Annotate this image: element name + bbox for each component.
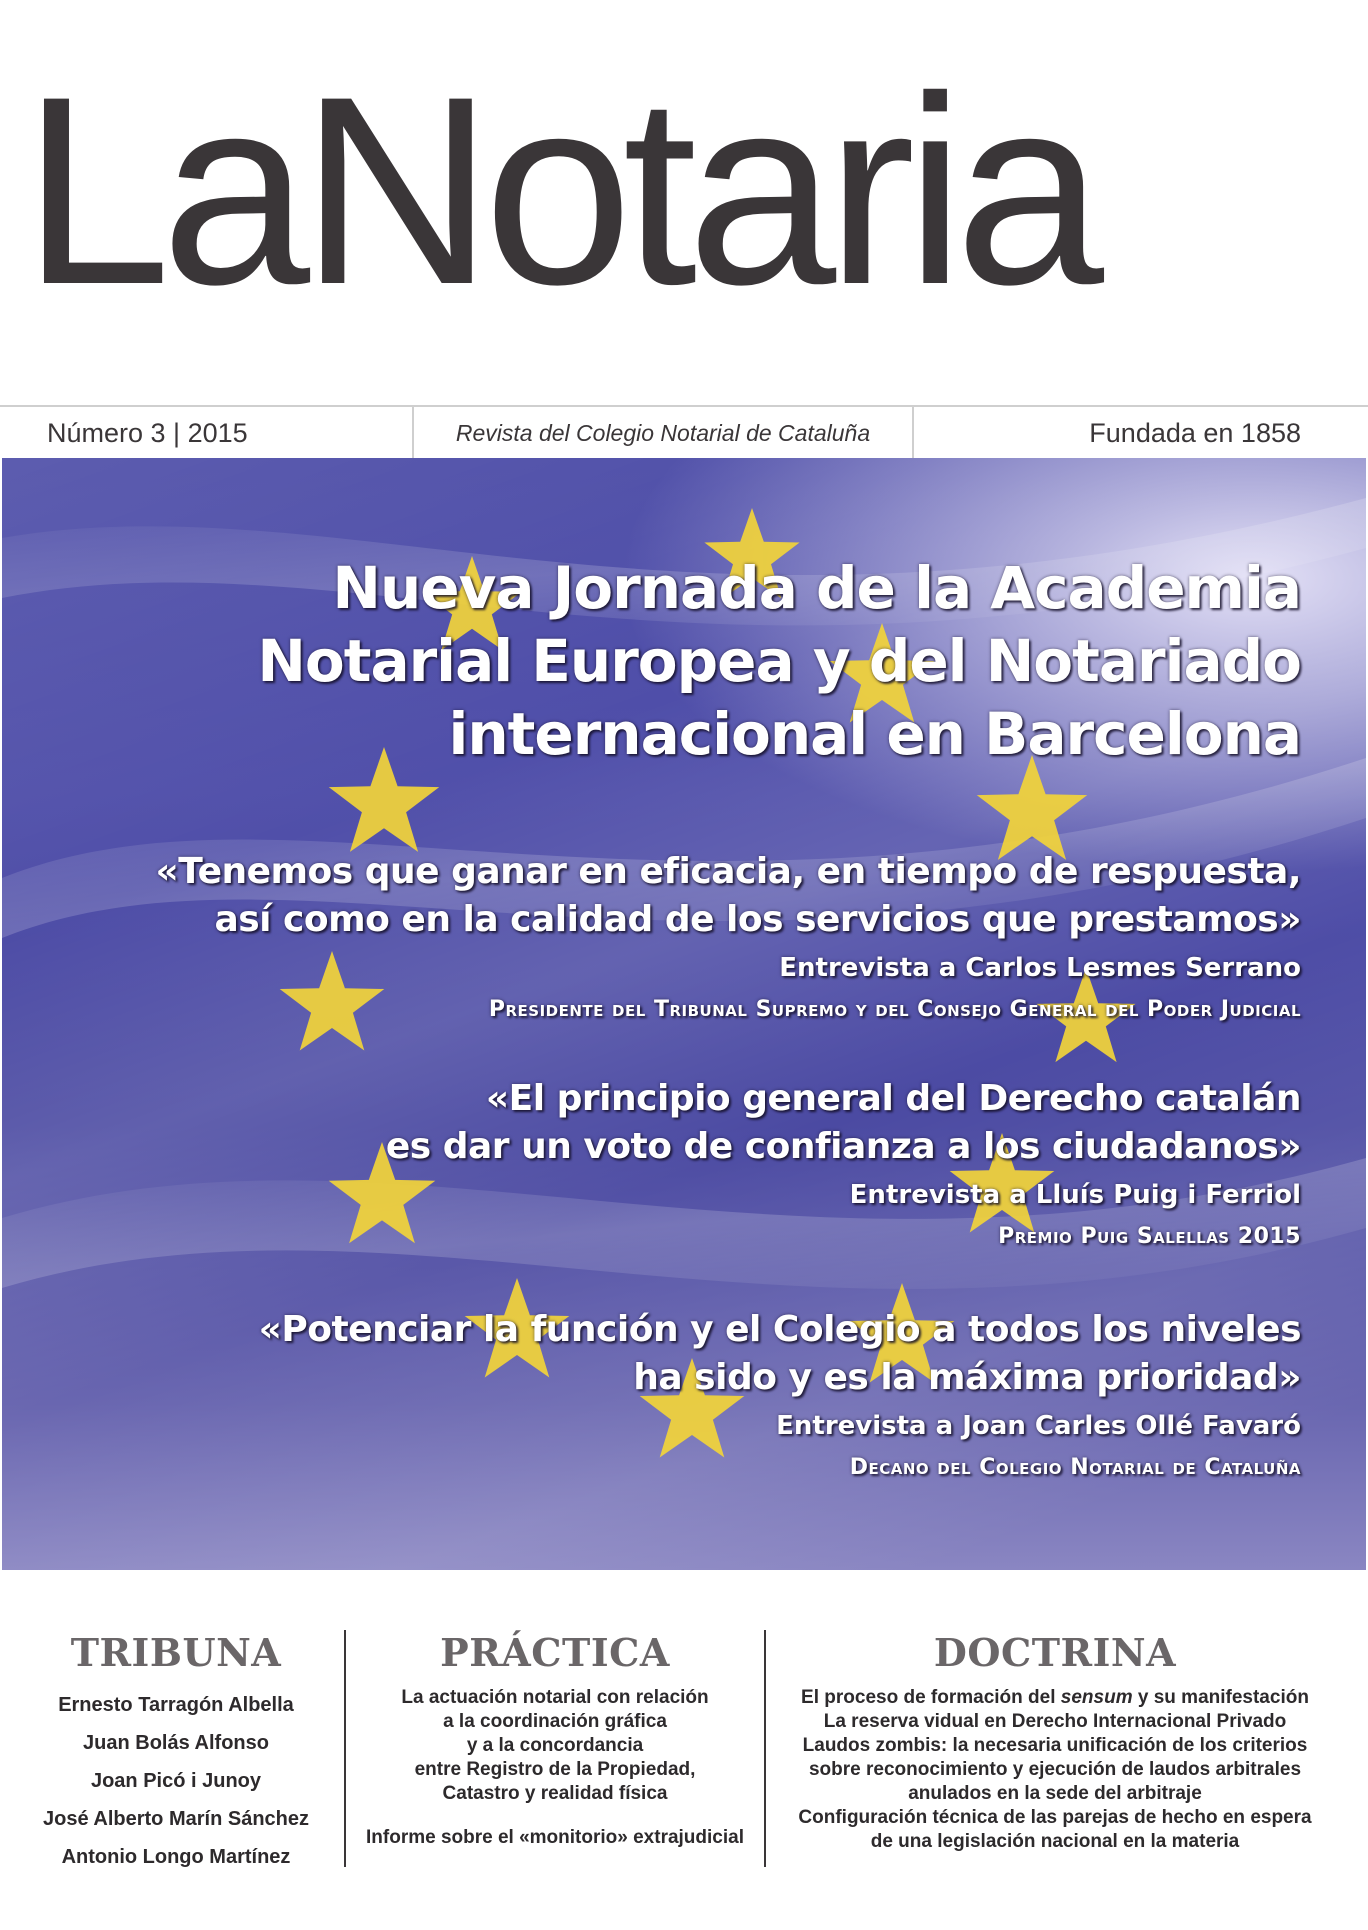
column-divider xyxy=(764,1630,766,1867)
quote-line: «El principio general del Derecho catalán xyxy=(485,1078,1301,1119)
article-title-line: Informe sobre el «monitorio» extrajudicial xyxy=(366,1827,744,1848)
section-practica xyxy=(350,1628,760,1850)
article-title-emphasis: sensum xyxy=(1060,1687,1133,1708)
section-title: TRIBUNA xyxy=(70,1630,282,1675)
author-name: Juan Bolás Alfonso xyxy=(83,1732,269,1754)
article-list xyxy=(770,1686,1340,1854)
magazine-logo: LaNotaria xyxy=(22,40,1095,340)
magazine-tagline: Revista del Colegio Notarial de Cataluña xyxy=(412,407,914,460)
interview-quote xyxy=(259,1306,1301,1402)
article-title-text: y su manifestación xyxy=(1132,1687,1309,1708)
article-title-line: Catastro y realidad física xyxy=(442,1783,668,1804)
author-name: Joan Picó i Junoy xyxy=(90,1770,262,1792)
section-doctrina xyxy=(770,1628,1340,1854)
founded-year: Fundada en 1858 xyxy=(1089,418,1301,448)
issue-number: Número 3 | 2015 xyxy=(47,418,248,448)
author-name: José Alberto Marín Sánchez xyxy=(43,1808,309,1830)
interview-role: Premio Puig Salellas 2015 xyxy=(998,1224,1301,1249)
article-title-line: a la coordinación gráfica xyxy=(443,1711,667,1732)
section-title: PRÁCTICA xyxy=(440,1630,670,1675)
article-title xyxy=(770,1686,1340,1710)
headline-line: Notarial Europea y del Notariado xyxy=(257,627,1301,695)
article-title-line: anulados en la sede del arbitraje xyxy=(908,1783,1202,1804)
quote-line: «Tenemos que ganar en eficacia, en tiempo de respuesta, xyxy=(155,851,1301,892)
article-title xyxy=(770,1806,1340,1854)
interview-role: Decano del Colegio Notarial de Cataluña xyxy=(849,1455,1301,1480)
article-list xyxy=(350,1686,760,1850)
interview-subject: Entrevista a Joan Carles Ollé Favaró xyxy=(776,1411,1301,1441)
article-title xyxy=(770,1710,1340,1734)
interview-role: Presidente del Tribunal Supremo y del Consejo General del Poder Judicial xyxy=(488,997,1301,1022)
interview-quote xyxy=(386,1075,1301,1171)
cover-hero xyxy=(2,458,1366,1570)
article-title-line: Laudos zombis: la necesaria unificación de los criterios xyxy=(802,1735,1308,1756)
cover-headline xyxy=(257,552,1301,771)
interview-quote xyxy=(156,848,1301,944)
article-title xyxy=(350,1826,760,1850)
section-title: DOCTRINA xyxy=(933,1630,1177,1675)
quote-line: «Potenciar la función y el Colegio a todos los niveles xyxy=(258,1309,1301,1350)
quote-line: así como en la calidad de los servicios que prestamos» xyxy=(214,899,1301,940)
flag-star xyxy=(280,951,385,1051)
interview-subject: Entrevista a Carlos Lesmes Serrano xyxy=(779,953,1301,983)
author-list xyxy=(20,1686,332,1876)
headline-line: internacional en Barcelona xyxy=(448,700,1301,768)
contents-sections xyxy=(0,1570,1368,1930)
quote-line: ha sido y es la máxima prioridad» xyxy=(633,1357,1301,1398)
headline-line: Nueva Jornada de la Academia xyxy=(332,554,1301,622)
author-name: Ernesto Tarragón Albella xyxy=(58,1694,294,1716)
article-title-line: La reserva vidual en Derecho Internacional Privado xyxy=(823,1711,1287,1732)
section-tribuna xyxy=(20,1628,332,1876)
article-title-line: sobre reconocimiento y ejecución de laudos arbitrales xyxy=(808,1759,1302,1780)
article-title-line: entre Registro de la Propiedad, xyxy=(414,1759,696,1780)
masthead xyxy=(0,0,1368,405)
interview-subject: Entrevista a Lluís Puig i Ferriol xyxy=(849,1180,1301,1210)
author-name: Antonio Longo Martínez xyxy=(61,1846,291,1868)
article-title xyxy=(770,1734,1340,1806)
quote-line: es dar un voto de confianza a los ciudadanos» xyxy=(385,1126,1301,1167)
column-divider xyxy=(344,1630,346,1867)
article-title xyxy=(350,1686,760,1806)
info-bar xyxy=(0,405,1368,460)
article-title-line: Configuración técnica de las parejas de hecho en espera xyxy=(798,1807,1312,1828)
article-title-text: El proceso de formación del xyxy=(801,1687,1061,1708)
article-title-line: y a la concordancia xyxy=(466,1735,644,1756)
article-title-line: de una legislación nacional en la materia xyxy=(870,1831,1240,1852)
article-title-line: La actuación notarial con relación xyxy=(401,1687,709,1708)
